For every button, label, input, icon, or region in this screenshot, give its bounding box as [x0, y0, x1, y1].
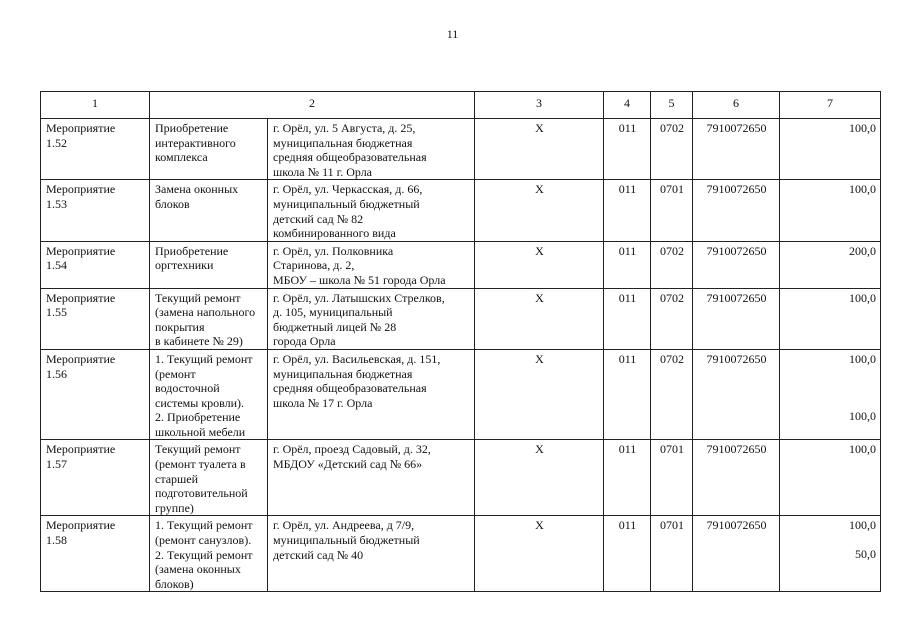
amount-value: 100,0	[849, 182, 876, 197]
event-cell: Мероприятие 1.58	[41, 516, 150, 592]
col6-cell: 7910072650	[693, 241, 780, 288]
col3-cell: Х	[475, 516, 604, 592]
col4-cell: 011	[604, 288, 651, 349]
amount-cell	[780, 288, 881, 349]
event-cell: Мероприятие 1.57	[41, 440, 150, 516]
amount-cell	[780, 516, 881, 592]
col4-cell: 011	[604, 440, 651, 516]
col5-cell: 0702	[651, 288, 693, 349]
col6-cell: 7910072650	[693, 288, 780, 349]
amount-cell	[780, 440, 881, 516]
table-row	[41, 288, 881, 349]
col5-cell: 0702	[651, 241, 693, 288]
col6-cell: 7910072650	[693, 349, 780, 440]
amount-cell	[780, 241, 881, 288]
header-cell-4: 4	[604, 92, 651, 119]
col4-cell: 011	[604, 241, 651, 288]
address-cell: г. Орёл, ул. Васильевская, д. 151, муниципальная бюджетная средняя общеобразовательная школа № 17 г. Орла	[268, 349, 475, 440]
program-table	[40, 91, 881, 592]
col4-cell: 011	[604, 516, 651, 592]
header-cell-2: 2	[150, 92, 475, 119]
header-cell-3: 3	[475, 92, 604, 119]
col5-cell: 0702	[651, 349, 693, 440]
col3-cell: Х	[475, 349, 604, 440]
description-cell: 1. Текущий ремонт (ремонт водосточной системы кровли). 2. Приобретение школьной мебели	[150, 349, 268, 440]
event-cell: Мероприятие 1.56	[41, 349, 150, 440]
amount-value: 100,0	[849, 408, 876, 423]
table-row	[41, 349, 881, 440]
amount-value: 100,0	[849, 518, 876, 533]
amount-cell	[780, 349, 881, 440]
col6-cell: 7910072650	[693, 119, 780, 180]
amount-cell	[780, 180, 881, 241]
event-cell: Мероприятие 1.53	[41, 180, 150, 241]
col3-cell: Х	[475, 288, 604, 349]
description-cell: Приобретение оргтехники	[150, 241, 268, 288]
amount-value: 100,0	[849, 121, 876, 135]
col6-cell: 7910072650	[693, 516, 780, 592]
amount-value: 100,0	[849, 290, 876, 305]
col3-cell: Х	[475, 440, 604, 516]
header-cell-6: 6	[693, 92, 780, 119]
table-row	[41, 119, 881, 180]
description-cell: 1. Текущий ремонт (ремонт санузлов). 2. Текущий ремонт (замена оконных блоков)	[150, 516, 268, 592]
description-cell: Текущий ремонт (ремонт туалета в старшей подготовительной группе)	[150, 440, 268, 516]
amount-value: 100,0	[849, 351, 876, 366]
amount-value: 200,0	[849, 243, 876, 258]
amount-value: 100,0	[849, 442, 876, 457]
col3-cell: Х	[475, 241, 604, 288]
address-cell: г. Орёл, ул. Полковника Старинова, д. 2, МБОУ – школа № 51 города Орла	[268, 241, 475, 288]
address-cell: г. Орёл, ул. Черкасская, д. 66, муниципальный бюджетный детский сад № 82 комбинированного вида	[268, 180, 475, 241]
event-cell: Мероприятие 1.55	[41, 288, 150, 349]
col4-cell: 011	[604, 119, 651, 180]
col3-cell: Х	[475, 180, 604, 241]
event-cell: Мероприятие 1.52	[41, 119, 150, 180]
col3-cell: Х	[475, 119, 604, 180]
address-cell: г. Орёл, ул. 5 Августа, д. 25, муниципальная бюджетная средняя общеобразовательная школа № 11 г. Орла	[268, 119, 475, 180]
header-cell-7: 7	[780, 92, 881, 119]
page-number: 11	[446, 27, 459, 41]
header-cell-1: 1	[41, 92, 150, 119]
address-cell: г. Орёл, проезд Садовый, д. 32, МБДОУ «Детский сад № 66»	[268, 440, 475, 516]
description-cell: Текущий ремонт (замена напольного покрытия в кабинете № 29)	[150, 288, 268, 349]
description-cell: Замена оконных блоков	[150, 180, 268, 241]
col5-cell: 0701	[651, 516, 693, 592]
address-cell: г. Орёл, ул. Латышских Стрелков, д. 105, муниципальный бюджетный лицей № 28 города Орла	[268, 288, 475, 349]
col4-cell: 011	[604, 349, 651, 440]
amount-value: 50,0	[855, 547, 876, 562]
amount-cell	[780, 119, 881, 180]
col4-cell: 011	[604, 180, 651, 241]
col5-cell: 0702	[651, 119, 693, 180]
col5-cell: 0701	[651, 440, 693, 516]
table-header-row	[41, 92, 881, 119]
event-cell: Мероприятие 1.54	[41, 241, 150, 288]
table-row	[41, 516, 881, 592]
header-cell-5: 5	[651, 92, 693, 119]
table-row	[41, 440, 881, 516]
table-row	[41, 241, 881, 288]
address-cell: г. Орёл, ул. Андреева, д 7/9, муниципальный бюджетный детский сад № 40	[268, 516, 475, 592]
col6-cell: 7910072650	[693, 440, 780, 516]
col5-cell: 0701	[651, 180, 693, 241]
description-cell: Приобретение интерактивного комплекса	[150, 119, 268, 180]
col6-cell: 7910072650	[693, 180, 780, 241]
table-row	[41, 180, 881, 241]
